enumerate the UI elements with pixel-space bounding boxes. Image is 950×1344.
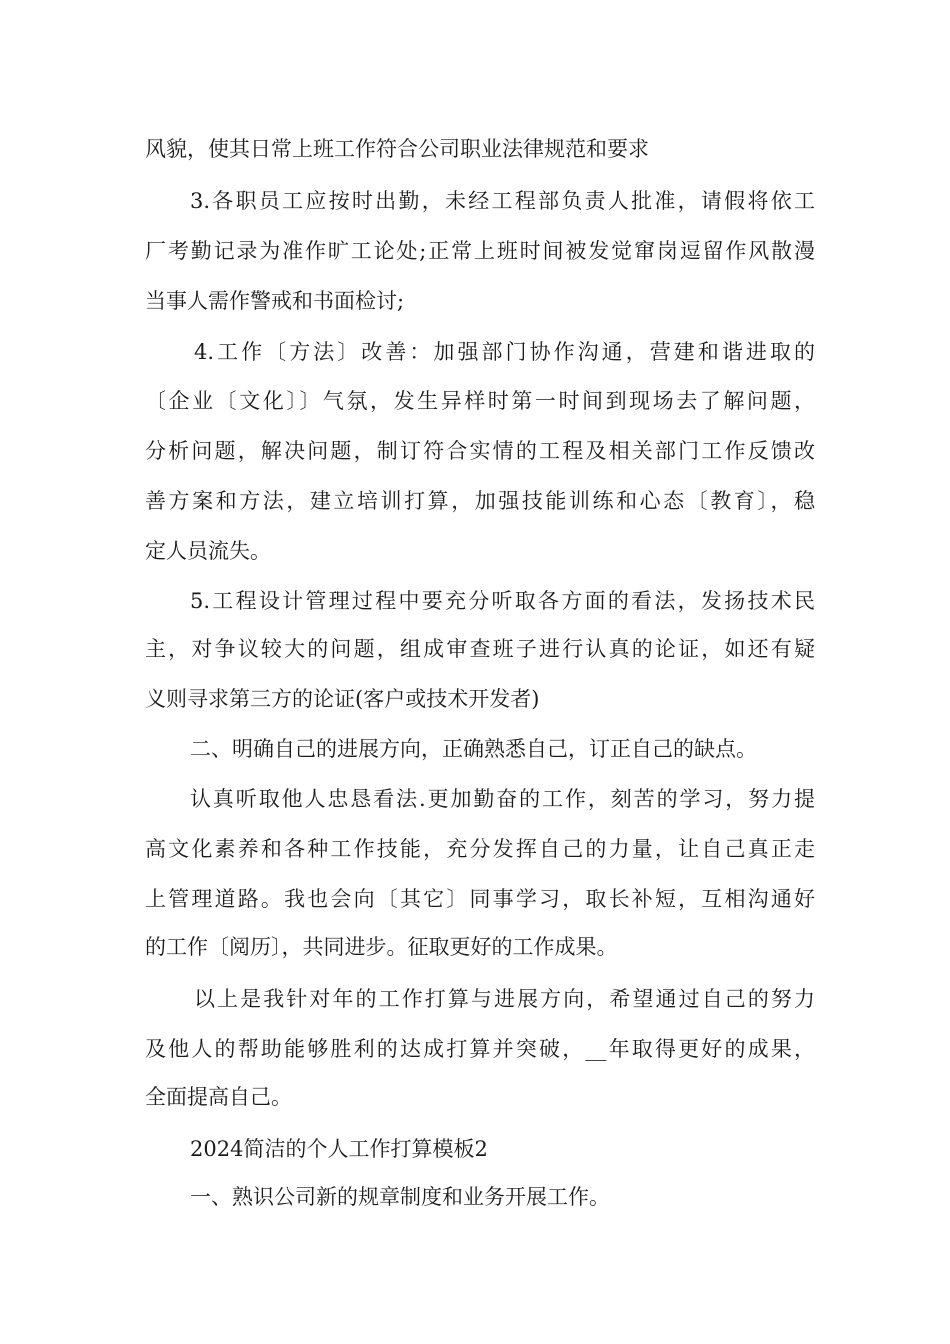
- text-line: 认真听取他人忠恳看法.更加勤奋的工作，刻苦的学习，努力提: [190, 787, 815, 811]
- text-line: 一、熟识公司新的规章制度和业务开展工作。: [190, 1185, 610, 1209]
- text-line: 厂考勤记录为准作旷工论处;正常上班时间被发觉窜岗逗留作风散漫: [145, 239, 815, 263]
- text-line: 义则寻求第三方的论证(客户或技术开发者): [145, 687, 540, 711]
- text-line: 4.工作〔方法〕改善：加强部门协作沟通，营建和谐进取的: [194, 340, 815, 364]
- text-line: 及他人的帮助能够胜利的达成打算并突破，__年取得更好的成果，: [145, 1037, 815, 1061]
- text-line: 善方案和方法，建立培训打算，加强技能训练和心态〔教育〕，稳: [145, 489, 815, 513]
- text-line: 分析问题，解决问题，制订符合实情的工程及相关部门工作反馈改: [145, 439, 815, 463]
- text-line: 高文化素养和各种工作技能，充分发挥自己的力量，让自己真正走: [145, 837, 815, 861]
- text-line: 的工作〔阅历〕，共同进步。征取更好的工作成果。: [145, 935, 618, 959]
- text-line: 主，对争议较大的问题，组成审查班子进行认真的论证，如还有疑: [145, 637, 815, 661]
- text-line: 3.各职员工应按时出勤，未经工程部负责人批准，请假将依工: [190, 189, 815, 213]
- text-line: 二、明确自己的进展方向，正确熟悉自己，订正自己的缺点。: [190, 737, 757, 761]
- text-line: 定人员流失。: [145, 539, 271, 563]
- text-line: 5.工程设计管理过程中要充分听取各方面的看法，发扬技术民: [190, 589, 815, 613]
- text-line: 当事人需作警戒和书面检讨;: [145, 289, 405, 313]
- text-line: 以上是我针对年的工作打算与进展方向，希望通过自己的努力: [194, 987, 815, 1011]
- section-heading: 2024简洁的个人工作打算模板2: [190, 1137, 488, 1161]
- text-line: 上管理道路。我也会向〔其它〕同事学习，取长补短，互相沟通好: [145, 887, 815, 911]
- text-line: 全面提高自己。: [145, 1085, 292, 1109]
- text-line: 风貌，使其日常上班工作符合公司职业法律规范和要求: [145, 137, 649, 161]
- text-line: 〔企业〔文化〕〕气氛，发生异样时第一时间到现场去了解问题，: [145, 389, 815, 413]
